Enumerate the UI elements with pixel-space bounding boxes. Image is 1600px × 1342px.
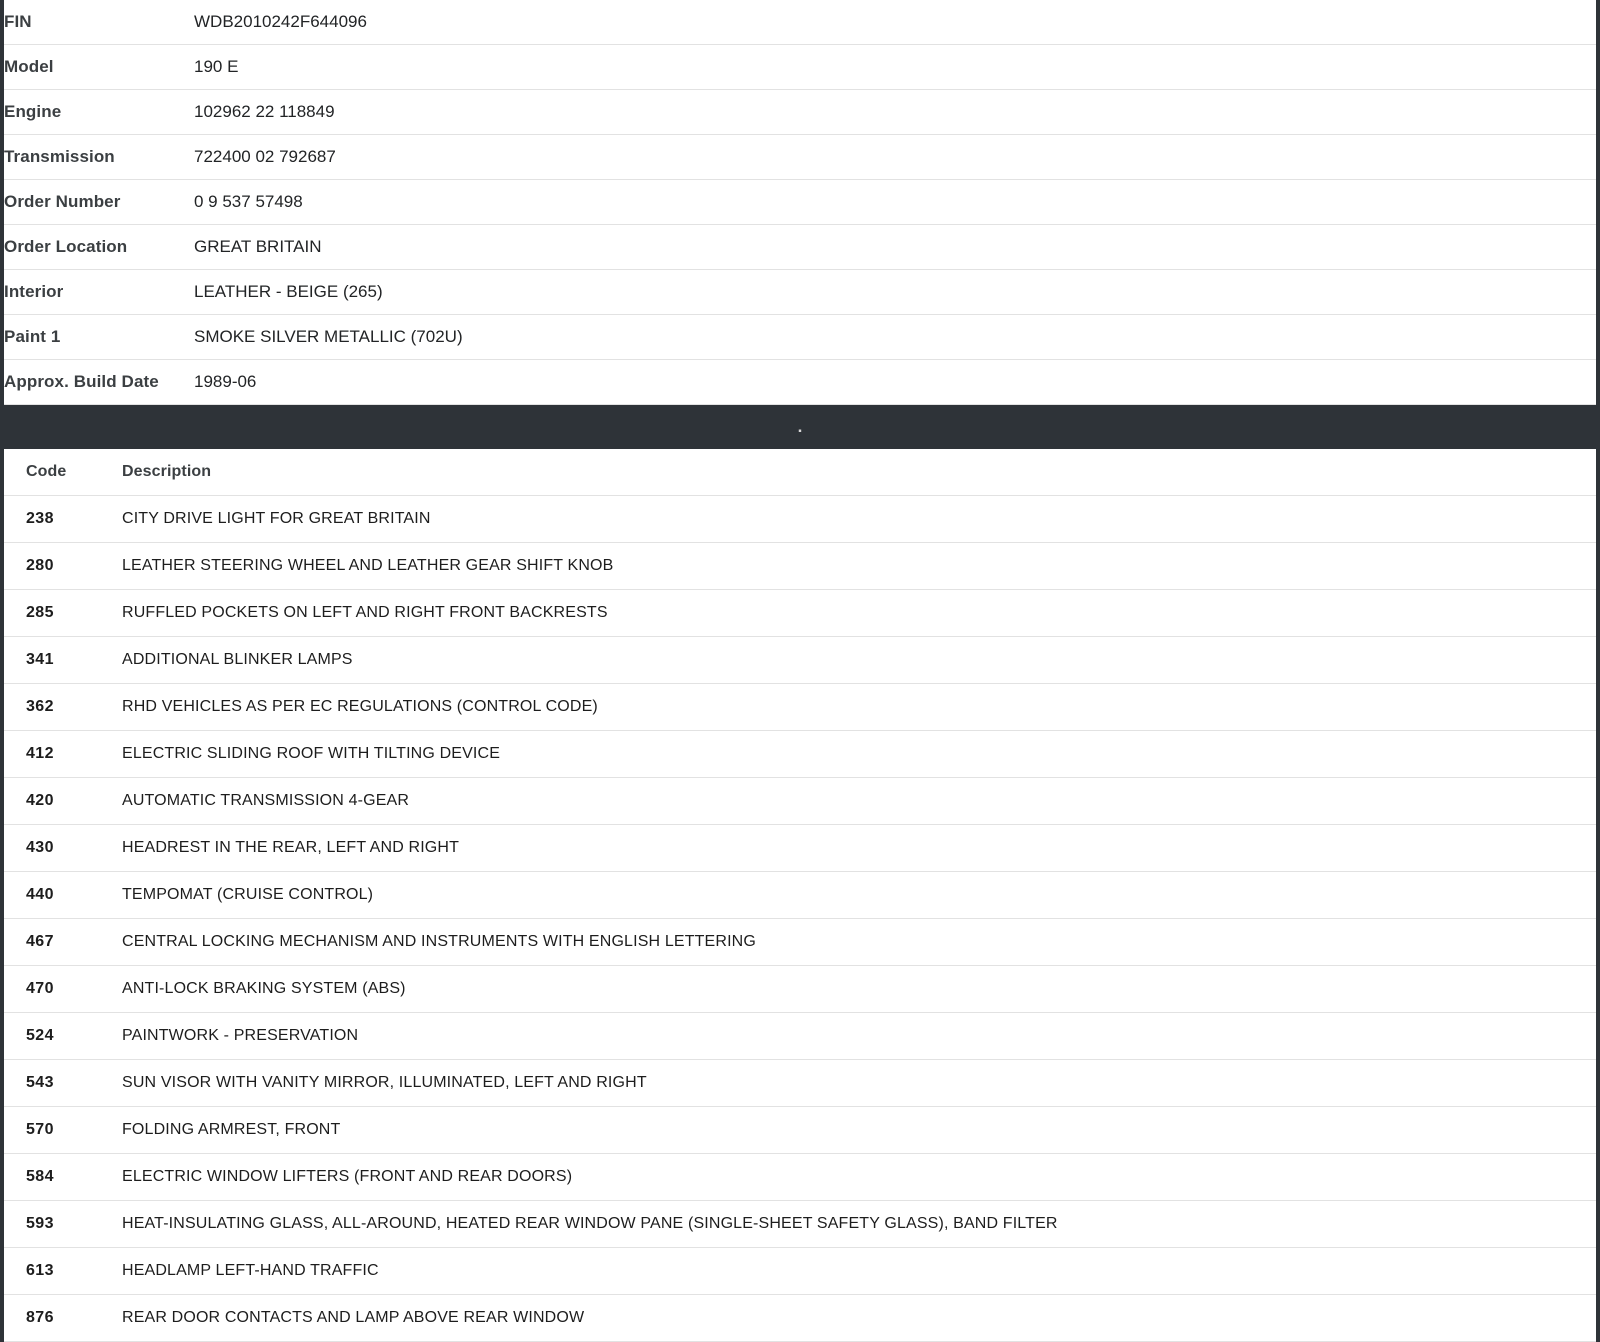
- table-row: [4, 778, 1596, 825]
- table-row: [4, 1154, 1596, 1201]
- table-row: [4, 225, 1596, 270]
- table-row: [4, 135, 1596, 180]
- equipment-code: 593: [26, 1215, 54, 1232]
- table-row: [4, 543, 1596, 590]
- spec-label: Order Number: [4, 192, 121, 211]
- table-row: [4, 0, 1596, 45]
- equipment-code: 280: [26, 557, 54, 574]
- equipment-description: HEADLAMP LEFT-HAND TRAFFIC: [122, 1262, 379, 1279]
- table-row: [4, 360, 1596, 405]
- table-row: [4, 590, 1596, 637]
- equipment-description: RHD VEHICLES AS PER EC REGULATIONS (CONTROL CODE): [122, 698, 598, 715]
- spec-value: WDB2010242F644096: [194, 12, 367, 31]
- spec-value: 722400 02 792687: [194, 147, 336, 166]
- equipment-code: 470: [26, 980, 54, 997]
- table-row: [4, 637, 1596, 684]
- equipment-description: CENTRAL LOCKING MECHANISM AND INSTRUMENTS WITH ENGLISH LETTERING: [122, 933, 756, 950]
- equipment-description: ELECTRIC WINDOW LIFTERS (FRONT AND REAR DOORS): [122, 1168, 573, 1185]
- spec-value: 1989-06: [194, 372, 257, 391]
- equipment-description: ADDITIONAL BLINKER LAMPS: [122, 651, 353, 668]
- section-divider-band: [4, 405, 1596, 449]
- spec-label: Engine: [4, 102, 62, 121]
- table-row: [4, 919, 1596, 966]
- table-row: [4, 270, 1596, 315]
- equipment-code: 524: [26, 1027, 54, 1044]
- table-row: [4, 45, 1596, 90]
- table-row: [4, 825, 1596, 872]
- spec-label: Paint 1: [4, 327, 61, 346]
- equipment-code: 543: [26, 1074, 54, 1091]
- equipment-code: 440: [26, 886, 54, 903]
- spec-label: Model: [4, 57, 54, 76]
- spec-value: GREAT BRITAIN: [194, 237, 322, 256]
- equipment-code: 430: [26, 839, 54, 856]
- vehicle-spec-table: [4, 0, 1596, 405]
- equipment-description: HEAT-INSULATING GLASS, ALL-AROUND, HEATED REAR WINDOW PANE (SINGLE-SHEET SAFETY GLASS), BAND FILTER: [122, 1215, 1058, 1232]
- equipment-codes-body: [4, 496, 1596, 1342]
- equipment-code: 341: [26, 651, 54, 668]
- equipment-code: 238: [26, 510, 54, 527]
- spec-value: 102962 22 118849: [194, 102, 335, 121]
- table-row: [4, 684, 1596, 731]
- table-row: [4, 496, 1596, 543]
- equipment-code: 362: [26, 698, 54, 715]
- table-row: [4, 1248, 1596, 1295]
- spec-label: Approx. Build Date: [4, 372, 159, 391]
- equipment-code: 613: [26, 1262, 54, 1279]
- table-row: [4, 1013, 1596, 1060]
- equipment-description: PAINTWORK - PRESERVATION: [122, 1027, 359, 1044]
- spec-label: FIN: [4, 12, 32, 31]
- spec-value: 190 E: [194, 57, 239, 76]
- table-row: [4, 1060, 1596, 1107]
- equipment-codes-header: [4, 449, 1596, 496]
- equipment-code: 570: [26, 1121, 54, 1138]
- equipment-code: 412: [26, 745, 54, 762]
- table-row: [4, 966, 1596, 1013]
- table-header-row: [4, 449, 1596, 496]
- equipment-description: LEATHER STEERING WHEEL AND LEATHER GEAR SHIFT KNOB: [122, 557, 614, 574]
- equipment-description: CITY DRIVE LIGHT FOR GREAT BRITAIN: [122, 510, 431, 527]
- table-row: [4, 1107, 1596, 1154]
- column-header-code: Code: [26, 463, 67, 480]
- equipment-code: 584: [26, 1168, 54, 1185]
- equipment-code: 420: [26, 792, 54, 809]
- spec-label: Interior: [4, 282, 64, 301]
- table-row: [4, 1295, 1596, 1342]
- equipment-description: ANTI-LOCK BRAKING SYSTEM (ABS): [122, 980, 406, 997]
- vehicle-spec-body: [4, 0, 1596, 405]
- spec-value: LEATHER - BEIGE (265): [194, 282, 383, 301]
- equipment-description: ELECTRIC SLIDING ROOF WITH TILTING DEVICE: [122, 745, 501, 762]
- table-row: [4, 315, 1596, 360]
- divider-marker: .: [797, 417, 803, 436]
- equipment-description: RUFFLED POCKETS ON LEFT AND RIGHT FRONT BACKRESTS: [122, 604, 608, 621]
- equipment-description: AUTOMATIC TRANSMISSION 4-GEAR: [122, 792, 410, 809]
- table-row: [4, 90, 1596, 135]
- spec-label: Order Location: [4, 237, 128, 256]
- spec-value: SMOKE SILVER METALLIC (702U): [194, 327, 463, 346]
- table-row: [4, 872, 1596, 919]
- equipment-description: REAR DOOR CONTACTS AND LAMP ABOVE REAR WINDOW: [122, 1309, 585, 1326]
- spec-label: Transmission: [4, 147, 115, 166]
- equipment-description: HEADREST IN THE REAR, LEFT AND RIGHT: [122, 839, 460, 856]
- equipment-code: 285: [26, 604, 54, 621]
- equipment-description: TEMPOMAT (CRUISE CONTROL): [122, 886, 374, 903]
- column-header-description: Description: [122, 463, 212, 480]
- table-row: [4, 1201, 1596, 1248]
- table-row: [4, 731, 1596, 778]
- equipment-description: FOLDING ARMREST, FRONT: [122, 1121, 341, 1138]
- table-row: [4, 180, 1596, 225]
- equipment-description: SUN VISOR WITH VANITY MIRROR, ILLUMINATED, LEFT AND RIGHT: [122, 1074, 647, 1091]
- equipment-codes-table: [4, 449, 1596, 1342]
- spec-value: 0 9 537 57498: [194, 192, 303, 211]
- equipment-code: 876: [26, 1309, 54, 1326]
- equipment-code: 467: [26, 933, 54, 950]
